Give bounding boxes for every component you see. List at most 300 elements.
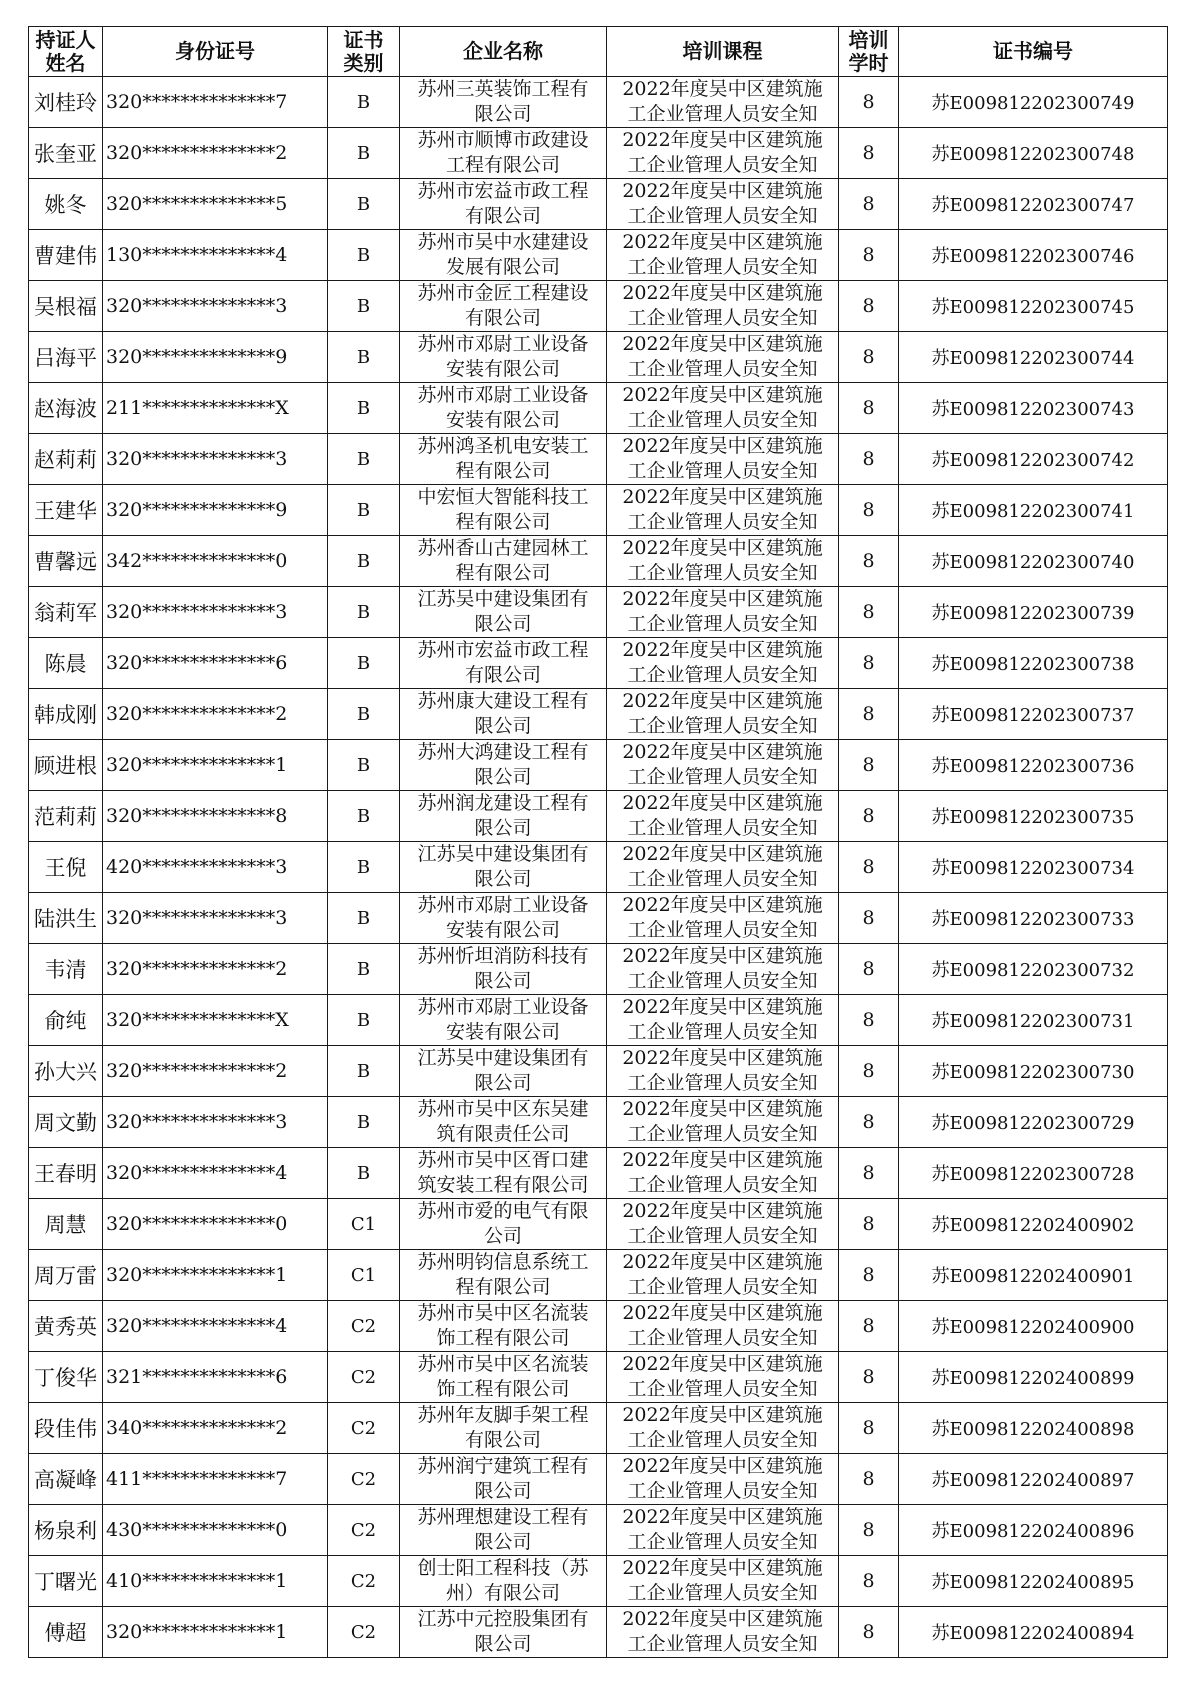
id-number: 320**************3 (103, 1097, 328, 1148)
cert-category: B (328, 128, 400, 179)
id-number: 320**************1 (103, 1607, 328, 1658)
company-name (400, 944, 607, 995)
course-line-1: 2022年度吴中区建筑施 (622, 639, 823, 661)
id-number: 342**************0 (103, 536, 328, 587)
table-row (29, 638, 1168, 689)
cert-category: B (328, 485, 400, 536)
course-line-2: 工企业管理人员安全知 (627, 1480, 818, 1502)
course-line-2: 工企业管理人员安全知 (627, 868, 818, 890)
company-line-2: 安装有限公司 (445, 919, 560, 941)
training-hours: 8 (839, 281, 899, 332)
company-line-2: 有限公司 (464, 307, 541, 329)
company-name (400, 536, 607, 587)
course-line-2: 工企业管理人员安全知 (627, 613, 818, 635)
holder-name: 张奎亚 (29, 128, 103, 179)
company-name (400, 893, 607, 944)
certificate-number: 苏E009812202300730 (899, 1046, 1168, 1097)
course-line-2: 工企业管理人员安全知 (627, 358, 818, 380)
id-number: 130**************4 (103, 230, 328, 281)
training-hours: 8 (839, 1148, 899, 1199)
table-row (29, 944, 1168, 995)
training-hours: 8 (839, 1454, 899, 1505)
table-row (29, 1046, 1168, 1097)
course-line-1: 2022年度吴中区建筑施 (622, 792, 823, 814)
cert-category: B (328, 77, 400, 128)
company-line-1: 苏州市吴中区东吴建 (417, 1098, 589, 1120)
certificate-number: 苏E009812202300749 (899, 77, 1168, 128)
company-name (400, 1301, 607, 1352)
training-hours: 8 (839, 485, 899, 536)
cert-category: C1 (328, 1199, 400, 1250)
certificate-number: 苏E009812202300739 (899, 587, 1168, 638)
table-row (29, 434, 1168, 485)
course-line-1: 2022年度吴中区建筑施 (622, 1302, 823, 1324)
course-line-1: 2022年度吴中区建筑施 (622, 1353, 823, 1375)
company-line-1: 江苏吴中建设集团有 (417, 588, 589, 610)
training-course (607, 893, 839, 944)
training-course (607, 230, 839, 281)
training-course (607, 1199, 839, 1250)
cert-category: C2 (328, 1556, 400, 1607)
training-course (607, 1301, 839, 1352)
header-name-line1: 持证人 (35, 27, 96, 52)
cert-category: B (328, 536, 400, 587)
cert-category: B (328, 740, 400, 791)
cert-category: B (328, 332, 400, 383)
company-line-2: 饰工程有限公司 (436, 1327, 570, 1349)
course-line-2: 工企业管理人员安全知 (627, 1378, 818, 1400)
holder-name: 高凝峰 (29, 1454, 103, 1505)
holder-name: 范莉莉 (29, 791, 103, 842)
company-line-1: 苏州康大建设工程有 (417, 690, 589, 712)
company-name (400, 995, 607, 1046)
holder-name: 顾进根 (29, 740, 103, 791)
holder-name: 曹建伟 (29, 230, 103, 281)
company-line-1: 苏州鸿圣机电安装工 (417, 435, 589, 457)
training-hours: 8 (839, 128, 899, 179)
table-row (29, 1097, 1168, 1148)
company-name (400, 1199, 607, 1250)
company-line-2: 限公司 (474, 868, 532, 890)
company-line-1: 苏州理想建设工程有 (417, 1506, 589, 1528)
training-course (607, 791, 839, 842)
course-line-2: 工企业管理人员安全知 (627, 256, 818, 278)
certificate-number: 苏E009812202400894 (899, 1607, 1168, 1658)
training-course (607, 434, 839, 485)
id-number: 320**************1 (103, 740, 328, 791)
holder-name: 陈晨 (29, 638, 103, 689)
table-row (29, 1505, 1168, 1556)
course-line-1: 2022年度吴中区建筑施 (622, 945, 823, 967)
training-hours: 8 (839, 383, 899, 434)
training-course (607, 689, 839, 740)
id-number: 320**************3 (103, 281, 328, 332)
course-line-1: 2022年度吴中区建筑施 (622, 537, 823, 559)
holder-name: 吴根福 (29, 281, 103, 332)
course-line-2: 工企业管理人员安全知 (627, 970, 818, 992)
company-line-1: 苏州市吴中区胥口建 (417, 1149, 589, 1171)
certificate-number: 苏E009812202300742 (899, 434, 1168, 485)
company-name (400, 1250, 607, 1301)
cert-category: C2 (328, 1403, 400, 1454)
company-line-2: 限公司 (474, 1633, 532, 1655)
company-line-1: 苏州市吴中区名流装 (417, 1353, 589, 1375)
holder-name: 孙大兴 (29, 1046, 103, 1097)
company-line-1: 苏州市吴中水建建设 (417, 231, 589, 253)
course-line-1: 2022年度吴中区建筑施 (622, 894, 823, 916)
course-line-2: 工企业管理人员安全知 (627, 766, 818, 788)
certificate-number: 苏E009812202300732 (899, 944, 1168, 995)
training-hours: 8 (839, 1046, 899, 1097)
training-hours: 8 (839, 1097, 899, 1148)
certificate-number: 苏E009812202300735 (899, 791, 1168, 842)
certificate-number: 苏E009812202300741 (899, 485, 1168, 536)
holder-name: 赵海波 (29, 383, 103, 434)
training-hours: 8 (839, 1403, 899, 1454)
training-hours: 8 (839, 638, 899, 689)
company-line-2: 限公司 (474, 1072, 532, 1094)
course-line-1: 2022年度吴中区建筑施 (622, 180, 823, 202)
id-number: 320**************2 (103, 944, 328, 995)
training-course (607, 1607, 839, 1658)
table-row (29, 995, 1168, 1046)
header-id: 身份证号 (103, 27, 328, 77)
training-hours: 8 (839, 179, 899, 230)
course-line-1: 2022年度吴中区建筑施 (622, 333, 823, 355)
training-hours: 8 (839, 77, 899, 128)
company-line-1: 苏州明钧信息系统工 (417, 1251, 589, 1273)
table-row (29, 383, 1168, 434)
company-line-1: 苏州市宏益市政工程 (417, 639, 589, 661)
company-name (400, 128, 607, 179)
certificate-number: 苏E009812202300744 (899, 332, 1168, 383)
company-line-2: 限公司 (474, 1480, 532, 1502)
course-line-1: 2022年度吴中区建筑施 (622, 384, 823, 406)
id-number: 430**************0 (103, 1505, 328, 1556)
course-line-2: 工企业管理人员安全知 (627, 460, 818, 482)
training-course (607, 740, 839, 791)
training-hours: 8 (839, 434, 899, 485)
training-course (607, 842, 839, 893)
table-row (29, 791, 1168, 842)
cert-category: B (328, 944, 400, 995)
training-course (607, 77, 839, 128)
training-course (607, 1556, 839, 1607)
certificate-number: 苏E009812202300728 (899, 1148, 1168, 1199)
course-line-1: 2022年度吴中区建筑施 (622, 1557, 823, 1579)
company-line-2: 有限公司 (464, 1429, 541, 1451)
course-line-1: 2022年度吴中区建筑施 (622, 1506, 823, 1528)
course-line-1: 2022年度吴中区建筑施 (622, 843, 823, 865)
company-line-1: 江苏中元控股集团有 (417, 1608, 589, 1630)
company-line-2: 发展有限公司 (445, 256, 560, 278)
certificate-number: 苏E009812202300738 (899, 638, 1168, 689)
course-line-2: 工企业管理人员安全知 (627, 205, 818, 227)
company-line-1: 中宏恒大智能科技工 (417, 486, 589, 508)
training-course (607, 1505, 839, 1556)
holder-name: 姚冬 (29, 179, 103, 230)
cert-category: B (328, 1046, 400, 1097)
id-number: 320**************9 (103, 485, 328, 536)
course-line-2: 工企业管理人员安全知 (627, 715, 818, 737)
training-hours: 8 (839, 332, 899, 383)
cert-category: B (328, 230, 400, 281)
company-line-2: 限公司 (474, 766, 532, 788)
training-hours: 8 (839, 995, 899, 1046)
company-line-2: 程有限公司 (455, 1276, 551, 1298)
course-line-2: 工企业管理人员安全知 (627, 817, 818, 839)
company-line-1: 苏州年友脚手架工程 (417, 1404, 589, 1426)
table-row (29, 1250, 1168, 1301)
certificate-number: 苏E009812202300729 (899, 1097, 1168, 1148)
table-row (29, 587, 1168, 638)
training-course (607, 332, 839, 383)
company-line-2: 限公司 (474, 103, 532, 125)
certificate-number: 苏E009812202300737 (899, 689, 1168, 740)
table-row (29, 281, 1168, 332)
company-line-2: 工程有限公司 (445, 154, 560, 176)
table-body (29, 77, 1168, 1658)
id-number: 320**************5 (103, 179, 328, 230)
training-course (607, 281, 839, 332)
training-course (607, 485, 839, 536)
certificate-number: 苏E009812202400899 (899, 1352, 1168, 1403)
company-line-2: 有限公司 (464, 664, 541, 686)
company-line-1: 苏州市吴中区名流装 (417, 1302, 589, 1324)
certificate-number: 苏E009812202300743 (899, 383, 1168, 434)
course-line-1: 2022年度吴中区建筑施 (622, 282, 823, 304)
table-row (29, 689, 1168, 740)
id-number: 320**************3 (103, 893, 328, 944)
course-line-1: 2022年度吴中区建筑施 (622, 1455, 823, 1477)
header-name (29, 27, 103, 77)
table-row (29, 179, 1168, 230)
course-line-2: 工企业管理人员安全知 (627, 919, 818, 941)
company-name (400, 434, 607, 485)
company-name (400, 179, 607, 230)
cert-category: B (328, 1148, 400, 1199)
id-number: 420**************3 (103, 842, 328, 893)
company-name (400, 1403, 607, 1454)
company-name (400, 1148, 607, 1199)
holder-name: 翁莉军 (29, 587, 103, 638)
training-course (607, 179, 839, 230)
cert-category: B (328, 842, 400, 893)
company-name (400, 230, 607, 281)
cert-category: B (328, 638, 400, 689)
course-line-2: 工企业管理人员安全知 (627, 1276, 818, 1298)
company-name (400, 332, 607, 383)
course-line-1: 2022年度吴中区建筑施 (622, 588, 823, 610)
course-line-2: 工企业管理人员安全知 (627, 1174, 818, 1196)
holder-name: 段佳伟 (29, 1403, 103, 1454)
training-hours: 8 (839, 536, 899, 587)
training-hours: 8 (839, 587, 899, 638)
table-row (29, 128, 1168, 179)
training-hours: 8 (839, 1301, 899, 1352)
table-row (29, 536, 1168, 587)
cert-category: C2 (328, 1352, 400, 1403)
training-course (607, 1352, 839, 1403)
holder-name: 周万雷 (29, 1250, 103, 1301)
company-name (400, 383, 607, 434)
id-number: 320**************2 (103, 689, 328, 740)
certificate-table (28, 26, 1168, 1658)
table-row (29, 1352, 1168, 1403)
company-line-1: 苏州市邓尉工业设备 (417, 996, 589, 1018)
id-number: 320**************2 (103, 1046, 328, 1097)
company-name (400, 77, 607, 128)
cert-category: C2 (328, 1607, 400, 1658)
course-line-1: 2022年度吴中区建筑施 (622, 78, 823, 100)
company-name (400, 740, 607, 791)
course-line-2: 工企业管理人员安全知 (627, 103, 818, 125)
holder-name: 王春明 (29, 1148, 103, 1199)
id-number: 320**************1 (103, 1250, 328, 1301)
training-course (607, 995, 839, 1046)
company-line-2: 限公司 (474, 715, 532, 737)
company-line-2: 筑有限责任公司 (436, 1123, 570, 1145)
id-number: 320**************9 (103, 332, 328, 383)
certificate-number: 苏E009812202400901 (899, 1250, 1168, 1301)
id-number: 320**************0 (103, 1199, 328, 1250)
table-row (29, 77, 1168, 128)
header-hours (839, 27, 899, 77)
holder-name: 韦清 (29, 944, 103, 995)
cert-category: B (328, 179, 400, 230)
holder-name: 韩成刚 (29, 689, 103, 740)
company-line-2: 饰工程有限公司 (436, 1378, 570, 1400)
certificate-number: 苏E009812202300731 (899, 995, 1168, 1046)
company-name (400, 1097, 607, 1148)
id-number: 410**************1 (103, 1556, 328, 1607)
certificate-number: 苏E009812202300733 (899, 893, 1168, 944)
course-line-2: 工企业管理人员安全知 (627, 409, 818, 431)
certificate-number: 苏E009812202400897 (899, 1454, 1168, 1505)
training-hours: 8 (839, 1505, 899, 1556)
course-line-1: 2022年度吴中区建筑施 (622, 435, 823, 457)
holder-name: 王建华 (29, 485, 103, 536)
holder-name: 刘桂玲 (29, 77, 103, 128)
holder-name: 吕海平 (29, 332, 103, 383)
company-line-2: 程有限公司 (455, 562, 551, 584)
course-line-2: 工企业管理人员安全知 (627, 664, 818, 686)
course-line-1: 2022年度吴中区建筑施 (622, 486, 823, 508)
training-course (607, 536, 839, 587)
cert-category: C2 (328, 1505, 400, 1556)
cert-category: B (328, 1097, 400, 1148)
training-course (607, 383, 839, 434)
holder-name: 王倪 (29, 842, 103, 893)
id-number: 411**************7 (103, 1454, 328, 1505)
course-line-2: 工企业管理人员安全知 (627, 511, 818, 533)
course-line-2: 工企业管理人员安全知 (627, 1225, 818, 1247)
course-line-1: 2022年度吴中区建筑施 (622, 1251, 823, 1273)
id-number: 320**************8 (103, 791, 328, 842)
cert-category: B (328, 383, 400, 434)
table-row (29, 1301, 1168, 1352)
training-hours: 8 (839, 1556, 899, 1607)
table-row (29, 1556, 1168, 1607)
cert-category: C2 (328, 1454, 400, 1505)
company-line-2: 安装有限公司 (445, 1021, 560, 1043)
course-line-1: 2022年度吴中区建筑施 (622, 1200, 823, 1222)
company-name (400, 1454, 607, 1505)
cert-category: B (328, 587, 400, 638)
certificate-number: 苏E009812202400895 (899, 1556, 1168, 1607)
training-course (607, 1250, 839, 1301)
training-course (607, 1403, 839, 1454)
company-name (400, 638, 607, 689)
training-course (607, 128, 839, 179)
course-line-2: 工企业管理人员安全知 (627, 1021, 818, 1043)
table-row (29, 332, 1168, 383)
certificate-number: 苏E009812202400902 (899, 1199, 1168, 1250)
cert-category: B (328, 893, 400, 944)
course-line-2: 工企业管理人员安全知 (627, 1582, 818, 1604)
company-line-1: 苏州市邓尉工业设备 (417, 333, 589, 355)
training-course (607, 944, 839, 995)
certificate-number: 苏E009812202400896 (899, 1505, 1168, 1556)
training-course (607, 1046, 839, 1097)
course-line-1: 2022年度吴中区建筑施 (622, 741, 823, 763)
company-line-2: 程有限公司 (455, 511, 551, 533)
header-cert-no: 证书编号 (899, 27, 1168, 77)
table-row (29, 740, 1168, 791)
header-company: 企业名称 (400, 27, 607, 77)
table-row (29, 1403, 1168, 1454)
id-number: 321**************6 (103, 1352, 328, 1403)
company-line-2: 安装有限公司 (445, 409, 560, 431)
training-hours: 8 (839, 689, 899, 740)
course-line-1: 2022年度吴中区建筑施 (622, 1047, 823, 1069)
certificate-number: 苏E009812202400898 (899, 1403, 1168, 1454)
course-line-1: 2022年度吴中区建筑施 (622, 690, 823, 712)
training-hours: 8 (839, 791, 899, 842)
training-hours: 8 (839, 1199, 899, 1250)
course-line-2: 工企业管理人员安全知 (627, 1327, 818, 1349)
company-line-1: 苏州三英装饰工程有 (417, 78, 589, 100)
course-line-1: 2022年度吴中区建筑施 (622, 1098, 823, 1120)
holder-name: 丁俊华 (29, 1352, 103, 1403)
training-hours: 8 (839, 230, 899, 281)
table-row (29, 230, 1168, 281)
cert-category: B (328, 281, 400, 332)
certificate-number: 苏E009812202400900 (899, 1301, 1168, 1352)
cert-category: C1 (328, 1250, 400, 1301)
training-hours: 8 (839, 944, 899, 995)
course-line-1: 2022年度吴中区建筑施 (622, 996, 823, 1018)
certificate-number: 苏E009812202300734 (899, 842, 1168, 893)
company-line-1: 苏州市宏益市政工程 (417, 180, 589, 202)
cert-category: B (328, 689, 400, 740)
cert-category: B (328, 434, 400, 485)
id-number: 320**************3 (103, 434, 328, 485)
table-row (29, 1199, 1168, 1250)
header-row (29, 27, 1168, 77)
holder-name: 傅超 (29, 1607, 103, 1658)
company-line-2: 筑安装工程有限公司 (417, 1174, 589, 1196)
id-number: 340**************2 (103, 1403, 328, 1454)
company-line-1: 苏州香山古建园林工 (417, 537, 589, 559)
table-row (29, 842, 1168, 893)
header-category (328, 27, 400, 77)
certificate-number: 苏E009812202300740 (899, 536, 1168, 587)
course-line-2: 工企业管理人员安全知 (627, 1633, 818, 1655)
holder-name: 杨泉利 (29, 1505, 103, 1556)
company-line-1: 苏州润宁建筑工程有 (417, 1455, 589, 1477)
certificate-number: 苏E009812202300745 (899, 281, 1168, 332)
